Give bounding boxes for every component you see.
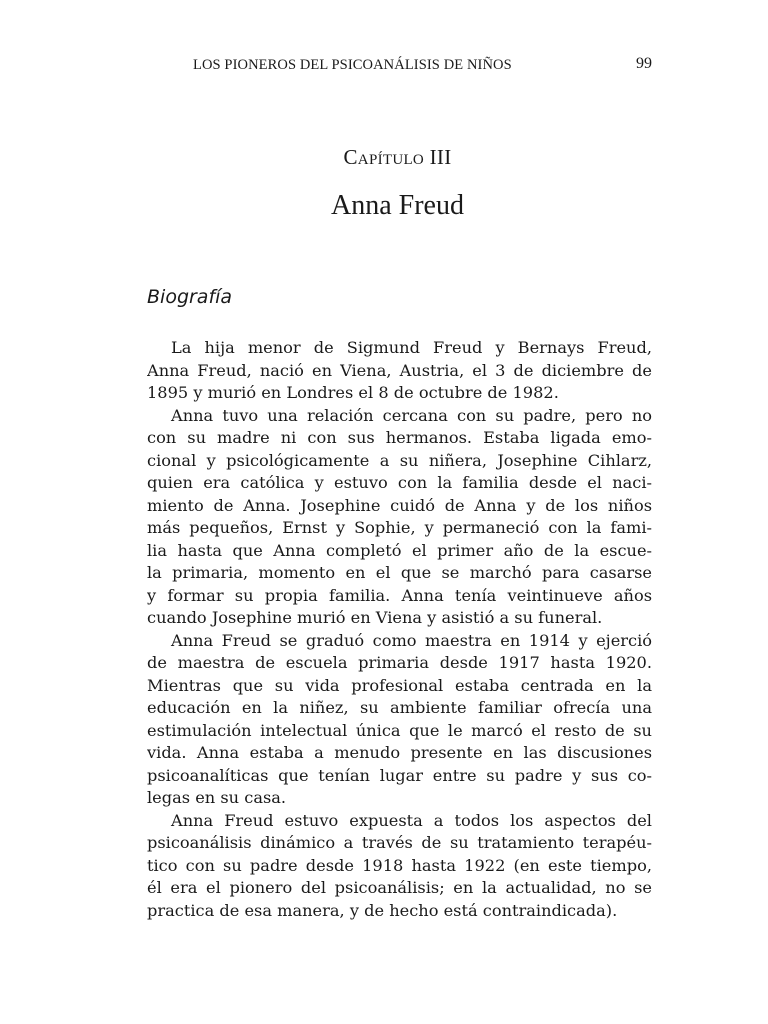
paragraph xyxy=(147,337,652,405)
text-line: él era el pionero del psicoanálisis; en la actualidad, no se xyxy=(147,878,652,897)
paragraph xyxy=(147,810,652,923)
running-header xyxy=(0,55,768,79)
text-line: psicoanálisis dinámico a través de su tratamiento terapéu- xyxy=(147,833,652,852)
page-number: 99 xyxy=(636,55,652,72)
text-line: Anna Freud se graduó como maestra en 1914 y ejerció xyxy=(171,630,652,650)
text-line: estimulación intelectual única que le marcó el resto de su xyxy=(147,720,652,740)
text-line: practica de esa manera, y de hecho está contraindicada). xyxy=(147,900,618,920)
text-line: cional y psicológicamente a su niñera, Josephine Cihlarz, xyxy=(147,450,652,470)
text-line: Anna Freud, nació en Viena, Austria, el 3 de diciembre de xyxy=(147,360,652,380)
text-line: con su madre ni con sus hermanos. Estaba ligada emo- xyxy=(147,428,652,447)
running-title: LOS PIONEROS DEL PSICOANÁLISIS DE NIÑOS xyxy=(193,57,512,73)
text-line: La hija menor de Sigmund Freud y Bernays Freud, xyxy=(171,338,652,357)
text-line: vida. Anna estaba a menudo presente en las discusiones xyxy=(147,743,652,762)
text-line: 1895 y murió en Londres el 8 de octubre de 1982. xyxy=(147,383,559,402)
text-line: de maestra de escuela primaria desde 1917 hasta 1920. xyxy=(147,653,652,672)
text-line: lia hasta que Anna completó el primer año de la escue- xyxy=(147,540,652,560)
text-line: y formar su propia familia. Anna tenía veintinueve años xyxy=(147,585,652,605)
chapter-title: Anna Freud xyxy=(331,190,464,221)
text-line: miento de Anna. Josephine cuidó de Anna y de los niños xyxy=(147,495,652,515)
section-heading: Biografía xyxy=(147,286,233,308)
text-line: quien era católica y estuvo con la familia desde el naci- xyxy=(147,473,652,492)
text-line: más pequeños, Ernst y Sophie, y permaneció con la fami- xyxy=(147,518,652,537)
text-line: legas en su casa. xyxy=(147,788,287,807)
body-text xyxy=(147,337,652,922)
chapter-label: Capítulo III xyxy=(343,145,452,169)
text-line: la primaria, momento en el que se marchó para casarse xyxy=(147,563,652,582)
text-line: Anna tuvo una relación cercana con su padre, pero no xyxy=(171,405,652,425)
text-line: Mientras que su vida profesional estaba centrada en la xyxy=(147,675,652,695)
text-line: educación en la niñez, su ambiente familiar ofrecía una xyxy=(147,698,652,717)
text-line: psicoanalíticas que tenían lugar entre su padre y sus co- xyxy=(147,765,652,785)
paragraph xyxy=(147,405,652,630)
text-line: cuando Josephine murió en Viena y asistió a su funeral. xyxy=(147,608,603,627)
text-line: Anna Freud estuvo expuesta a todos los aspectos del xyxy=(171,810,652,830)
paragraph xyxy=(147,630,652,810)
text-line: tico con su padre desde 1918 hasta 1922 (en este tiempo, xyxy=(147,855,652,875)
